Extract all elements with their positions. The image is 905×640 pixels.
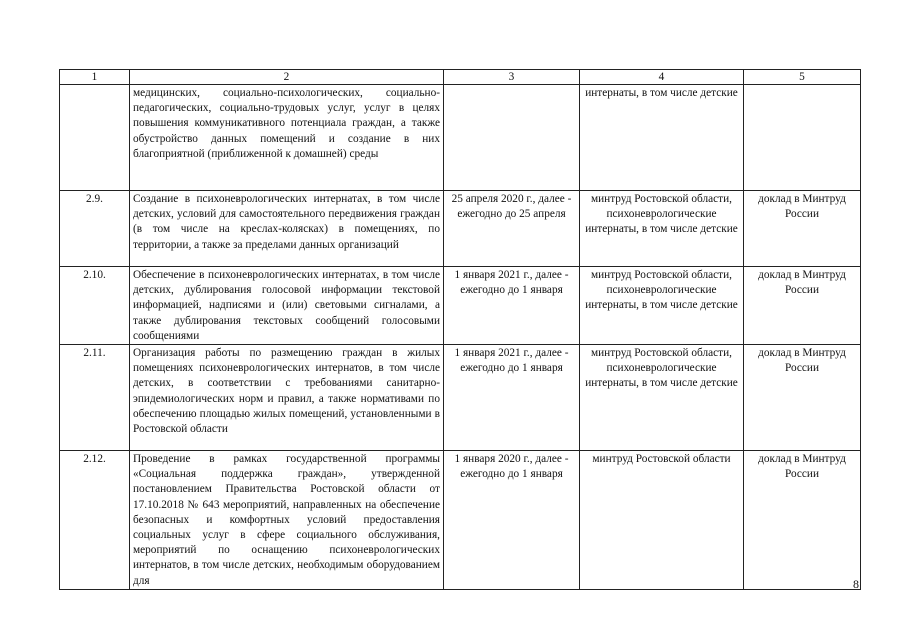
deadline: 1 января 2020 г., далее - ежегодно до 1 января xyxy=(444,451,580,590)
executor: минтруд Ростовской области, психоневрологические интернаты, в том числе детские xyxy=(580,191,744,267)
measure-description: Организация работы по размещению граждан в жилых помещениях психоневрологических интернатов, в том числе детских, в соответствии с требованиями санитарно-эпидемиологических норм и правил, а также нормативами по обеспечению площадью жилых помещений, установленными в Ростовской области xyxy=(130,345,444,451)
column-header-3: 3 xyxy=(444,70,580,85)
row-number xyxy=(60,85,130,191)
measure-description: Обеспечение в психоневрологических интернатах, в том числе детских, дублирования голосовой информации текстовой информацией, надписями и (или) световыми сигналами, а также дублирования текстовых сообщений голосовыми сообщениями xyxy=(130,267,444,345)
row-number: 2.12. xyxy=(60,451,130,590)
deadline: 1 января 2021 г., далее - ежегодно до 1 января xyxy=(444,345,580,451)
result-form: доклад в Минтруд России xyxy=(744,267,861,345)
executor: минтруд Ростовской области xyxy=(580,451,744,590)
result-form: доклад в Минтруд России xyxy=(744,451,861,590)
executor: минтруд Ростовской области, психоневрологические интернаты, в том числе детские xyxy=(580,267,744,345)
result-form: доклад в Минтруд России xyxy=(744,191,861,267)
deadline: 25 апреля 2020 г., далее - ежегодно до 25 апреля xyxy=(444,191,580,267)
measure-description: Проведение в рамках государственной программы «Социальная поддержка граждан», утвержденной постановлением Правительства Ростовской области от 17.10.2018 № 643 мероприятий, направленных на обеспечение безопасных и комфортных условий предоставления социальных услуг в сфере социального обслуживания, мероприятий по оснащению психоневрологических интернатов, в том числе детских, необходимым оборудованием для xyxy=(130,451,444,590)
table-row xyxy=(60,451,861,590)
page-number: 8 xyxy=(853,577,859,591)
table-row xyxy=(60,191,861,267)
result-form: доклад в Минтруд России xyxy=(744,345,861,451)
table-row xyxy=(60,267,861,345)
column-header-4: 4 xyxy=(580,70,744,85)
column-header-2: 2 xyxy=(130,70,444,85)
row-number: 2.11. xyxy=(60,345,130,451)
row-number: 2.9. xyxy=(60,191,130,267)
measures-table xyxy=(59,69,861,590)
result-form xyxy=(744,85,861,191)
executor: минтруд Ростовской области, психоневрологические интернаты, в том числе детские xyxy=(580,345,744,451)
measure-description: Создание в психоневрологических интернатах, в том числе детских, условий для самостоятельного передвижения граждан (в том числе на креслах-колясках) в помещениях, по территории, а также за пределами данных организаций xyxy=(130,191,444,267)
executor: интернаты, в том числе детские xyxy=(580,85,744,191)
deadline: 1 января 2021 г., далее - ежегодно до 1 января xyxy=(444,267,580,345)
column-header-1: 1 xyxy=(60,70,130,85)
table-row xyxy=(60,345,861,451)
table-row xyxy=(60,85,861,191)
column-header-5: 5 xyxy=(744,70,861,85)
deadline xyxy=(444,85,580,191)
measure-description: медицинских, социально-психологических, социально-педагогических, социально-трудовых услуг, услуг в целях повышения коммуникативного потенциала граждан, а также обустройство данных помещений и создание в них благоприятной (приближенной к домашней) среды xyxy=(130,85,444,191)
table-header-row xyxy=(60,70,861,85)
row-number: 2.10. xyxy=(60,267,130,345)
